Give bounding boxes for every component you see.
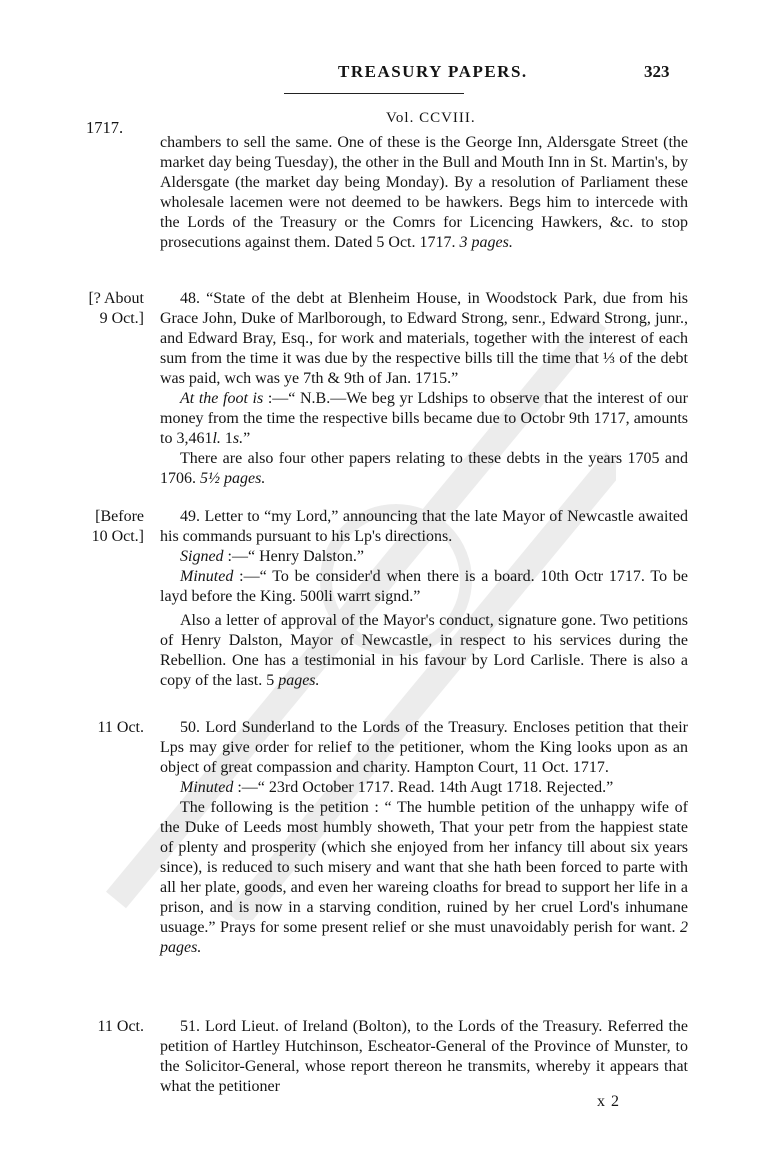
entry-paragraph — [160, 718, 688, 778]
italic-text: Signed — [180, 548, 224, 565]
margin-note-line: 11 Oct. — [97, 719, 144, 736]
entry-paragraph — [160, 133, 688, 253]
margin-note-line: 9 Oct.] — [99, 310, 144, 327]
page-number: 323 — [644, 62, 670, 81]
body-text: There are also four other papers relating to these debts in the years 1705 and 1706. — [160, 450, 688, 487]
entry-paragraph — [160, 289, 688, 389]
body-text: chambers to sell the same. One of these is the George Inn, Aldersgate Street (the market day being Tuesday), the other in the Bull and Mouth Inn in St. Martin's, by Aldersgate (the market day being Monday). By a resolution of Parliament these wholesale lacemen were not deemed to be hawkers. Begs him to intercede with the Lords of the Treasury or the Comrs for Licencing Hawkers, &c. to stop prosecutions against them. Dated 5 Oct. 1717. — [160, 134, 688, 251]
entry-paragraph — [160, 798, 688, 958]
margin-note-line: 10 Oct.] — [91, 528, 144, 545]
body-text: 1 — [220, 430, 233, 447]
body-text: The following is the petition : “ The humble petition of the unhappy wife of the Duke of Leeds most humbly showeth, That your petr from the happiest state of plenty and prosperity (which she enjoyed from her infancy till about six years since), is reduced to such misery and want that she hath been forced to parte with all her plate, goods, and even her wareing cloaths for bread to support her life in a prison, and is now in a starving condition, ruined by her cruel Lord's inhumane usuage.” Prays for some present relief or she must unavoidably perish for want. — [160, 799, 688, 936]
body-text: Also a letter of approval of the Mayor's conduct, signature gone. Two petitions of Henry Dalston, Mayor of Newcastle, in respect to his services during the Rebellion. One has a testimonial in his favour by Lord Carlisle. There is also a copy of the last. 5 — [160, 612, 688, 689]
italic-text: s. — [232, 430, 244, 447]
entry-paragraph — [160, 449, 688, 489]
body-text: 51. Lord Lieut. of Ireland (Bolton), to the Lords of the Treasury. Referred the petition of Hartley Hutchinson, Escheator-General of the Province of Munster, to the Solicitor-General, whose report thereon he transmits, whereby it appears that what the petitioner — [160, 1018, 688, 1095]
entry-paragraph — [160, 778, 688, 798]
entry-48-date — [62, 289, 144, 329]
italic-text: 2 pages. — [160, 919, 688, 956]
signature-mark: x 2 — [597, 1093, 620, 1110]
entry-paragraph — [160, 389, 688, 449]
italic-text: 5½ pages. — [200, 470, 266, 487]
italic-text: 3 pages. — [459, 234, 513, 251]
body-text: :—“ N.B.—We beg yr Ldships to observe that the interest of our money from the time the respective bills became due to Octobr 9th 1717, amounts to 3,461 — [160, 390, 688, 447]
volume-label: Vol. CCVIII. — [386, 110, 476, 126]
body-text: 49. Letter to “my Lord,” announcing that the late Mayor of Newcastle awaited his commands pursuant to his Lp's directions. — [160, 508, 688, 545]
entry-49-date — [62, 507, 144, 547]
italic-text: l. — [212, 430, 221, 447]
entry-paragraph — [160, 1017, 688, 1097]
body-text: :—“ 23rd October 1717. Read. 14th Augt 1718. Rejected.” — [233, 779, 614, 796]
entry-paragraph — [160, 611, 688, 691]
entry-paragraph — [160, 507, 688, 547]
body-text: 48. “State of the debt at Blenheim House, in Woodstock Park, due from his Grace John, Duke of Marlborough, to Edward Strong, senr., Edward Strong, junr., and Edward Bray, Esq., for work and materials, together with the interest of each sum from the time it was due by the respective bills till the time that ⅓ of the debt was paid, wch was ye 7th & 9th of Jan. 1715.” — [160, 290, 688, 387]
running-title: TREASURY PAPERS. — [338, 62, 528, 81]
entry-paragraph — [160, 547, 688, 567]
margin-note-line: [Before — [95, 508, 144, 525]
header-rule — [284, 93, 464, 94]
italic-text: Minuted — [180, 568, 234, 585]
body-text: 50. Lord Sunderland to the Lords of the Treasury. Encloses petition that their Lps may give order for relief to the petitioner, whom the King looks upon as an object of great compassion and charity. Hampton Court, 11 Oct. 1717. — [160, 719, 688, 776]
italic-text: Minuted — [180, 779, 234, 796]
margin-note-line: [? About — [88, 290, 144, 307]
entry-51 — [160, 1017, 688, 1097]
body-text: ” — [243, 430, 251, 447]
body-text: :—“ To be consider'd when there is a board. 10th Octr 1717. To be layd before the King. 500li warrt signd.” — [160, 568, 688, 605]
entry-47-continuation — [160, 133, 688, 253]
italic-text: At the foot is — [180, 390, 264, 407]
italic-text: pages. — [278, 672, 320, 689]
entry-49 — [160, 507, 688, 691]
year-label: 1717. — [86, 118, 124, 137]
entry-51-date — [62, 1017, 144, 1037]
entry-50 — [160, 718, 688, 958]
margin-note-line: 11 Oct. — [97, 1018, 144, 1035]
body-text: :—“ Henry Dalston.” — [223, 548, 364, 565]
page-header — [0, 62, 768, 88]
entry-48 — [160, 289, 688, 489]
entry-paragraph — [160, 567, 688, 607]
entry-50-date — [62, 718, 144, 738]
